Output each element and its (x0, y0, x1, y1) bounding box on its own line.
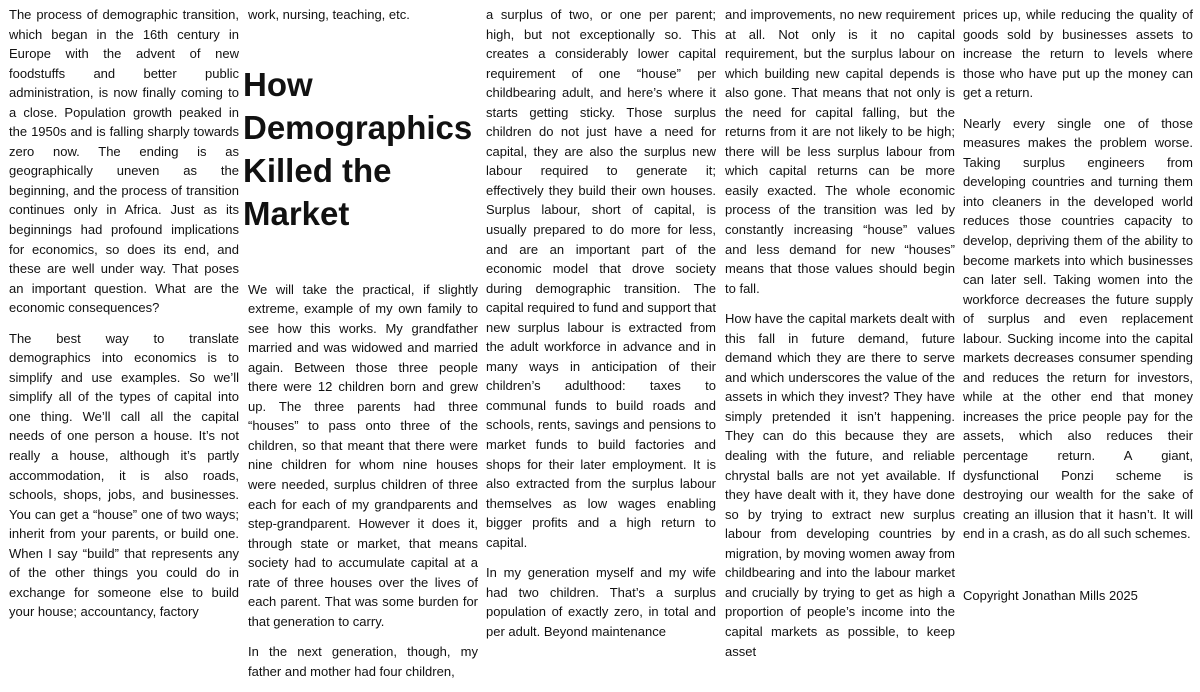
article-title: How Demographics Killed the Market (243, 65, 473, 232)
paragraph-continuation: work, nursing, teaching, etc. (248, 7, 410, 22)
column-2 (243, 5, 478, 692)
paragraph-my-generation: In my generation myself and my wife had two children. That’s a surplus population of exactly zero, in total and per adult. Beyond maintenance (486, 565, 716, 639)
column-1 (9, 5, 239, 633)
spacer (963, 555, 1193, 586)
paragraph-surplus-children: a surplus of two, or one per parent; high, but not exceptionally so. This creates a considerably lower capital requirement of one “house” per childbearing adult, and here’s where it starts getting sticky. Those surplus children do not just have a need for capital, they are also the surplus new labour required to generate it; effectively they build their own houses. Surplus labour, short of capital, is usually prepared to do more for less, and are an important part of the economic model that drove society during demographic transition. The capital required to fund and support that new surplus labour is extracted from the adult workforce in advance and in many ways in anticipation of their children’s adulthood: taxes to communal funds to build roads and schools, rents, savings and pensions to market funds to build factories and shops for their later employment. It is also extracted from the surplus labour themselves as low wages enabling bigger profits and a high return to capital. (486, 7, 716, 550)
column-3 (486, 5, 716, 653)
column-5 (963, 5, 1193, 616)
paragraph-asset-prices: prices up, while reducing the quality of goods sold by businesses assets to increase the return to levels where those who have put up the money can get a return. (963, 7, 1193, 101)
copyright-notice: Copyright Jonathan Mills 2025 (963, 587, 1138, 603)
paragraph-translate-demographics: The best way to translate demographics into economics is to simplify and use examples. So we’ll simplify all of the types of capital into one thing. We’ll call all the capital needs of one person a house. It’s not really a house, although it’s partly accommodation, it is also roads, schools, shops, jobs, and businesses. You can get a “house” one of two ways; inherit from your parents, or build one. When I say “build” that represents any of the other things you could do in exchange for someone else to build your house; accountancy, factory (9, 330, 239, 620)
paragraph-capital-markets: How have the capital markets dealt with this fall in future demand, future demand which they are there to serve and which underscores the value of the assets in which they invest? They have simply pretended it isn’t happening. They can do this because they are dealing with the future, and reliable chrystal balls are not yet available. If they have dealt with it, they have done so by trying to extract new surplus labour from developing countries by migration, by moving women away from childbearing and into the labour market and crucially by trying to get as high a proportion of people’s income into the capital markets as possible, to keep asset (725, 311, 955, 659)
column-4 (725, 5, 955, 672)
paragraph-next-generation: In the next generation, though, my father and mother had four children, (248, 644, 478, 679)
paragraph-no-new-requirement: and improvements, no new requirement at all. Not only is it no capital requirement, but the surplus labour on which building new capital depends is also gone. That means that not only is the need for capital falling, but the returns from it are not likely to be high; there will be less surplus labour from which capital returns can be more easily exacted. The whole economic process of the transition was led by constantly increasing “house” values and less demand for new “houses” means that those values should begin to fall. (725, 7, 955, 296)
paragraph-measures-worse: Nearly every single one of those measures makes the problem worse. Taking surplus engineers from developing countries and turning them into cleaners in the developed world reduces those countries capacity to develop, depriving them of the ability to become markets into which businesses can later sell. Taking women into the workforce decreases the future supply of surplus and even replacement labour. Sucking income into the capital markets decreases consumer spending and reduces the return for investors, while at the other end that money increases the price people pay for the assets, which also reduces their percentage return. A giant, dysfunctional Ponzi scheme is destroying our wealth for the sake of creating an illusion that it hasn’t. It will end in a crash, as do all such schemes. (963, 115, 1193, 542)
paragraph-intro: The process of demographic transition, which began in the 16th century in Europe with the advent of new foodstuffs and better public administration, is now finally coming to a close. Population growth peaked in the 1950s and is falling sharply towards zero now. The ending is as geographically uneven as the beginning, and the process of transition continues only in Africa. Just as its beginnings had profound implications for economics, so does its end, and these are well under way. That poses an important question. What are the economic consequences? (9, 7, 239, 316)
paragraph-family-example: We will take the practical, if slightly extreme, example of my own family to see how this works. My grandfather married and was widowed and married again. Between those three people there were 12 children born and grew up. The three parents had three “houses” to pass onto three of the children, so that meant that there were nine children for whom nine houses were needed, surplus children of three each for each of my grandparents and step-grandparent. However it does it, through state or market, that means society had to accumulate capital at a rate of three houses over the lives of each parent. That was some burden for that generation to carry. (248, 281, 478, 629)
